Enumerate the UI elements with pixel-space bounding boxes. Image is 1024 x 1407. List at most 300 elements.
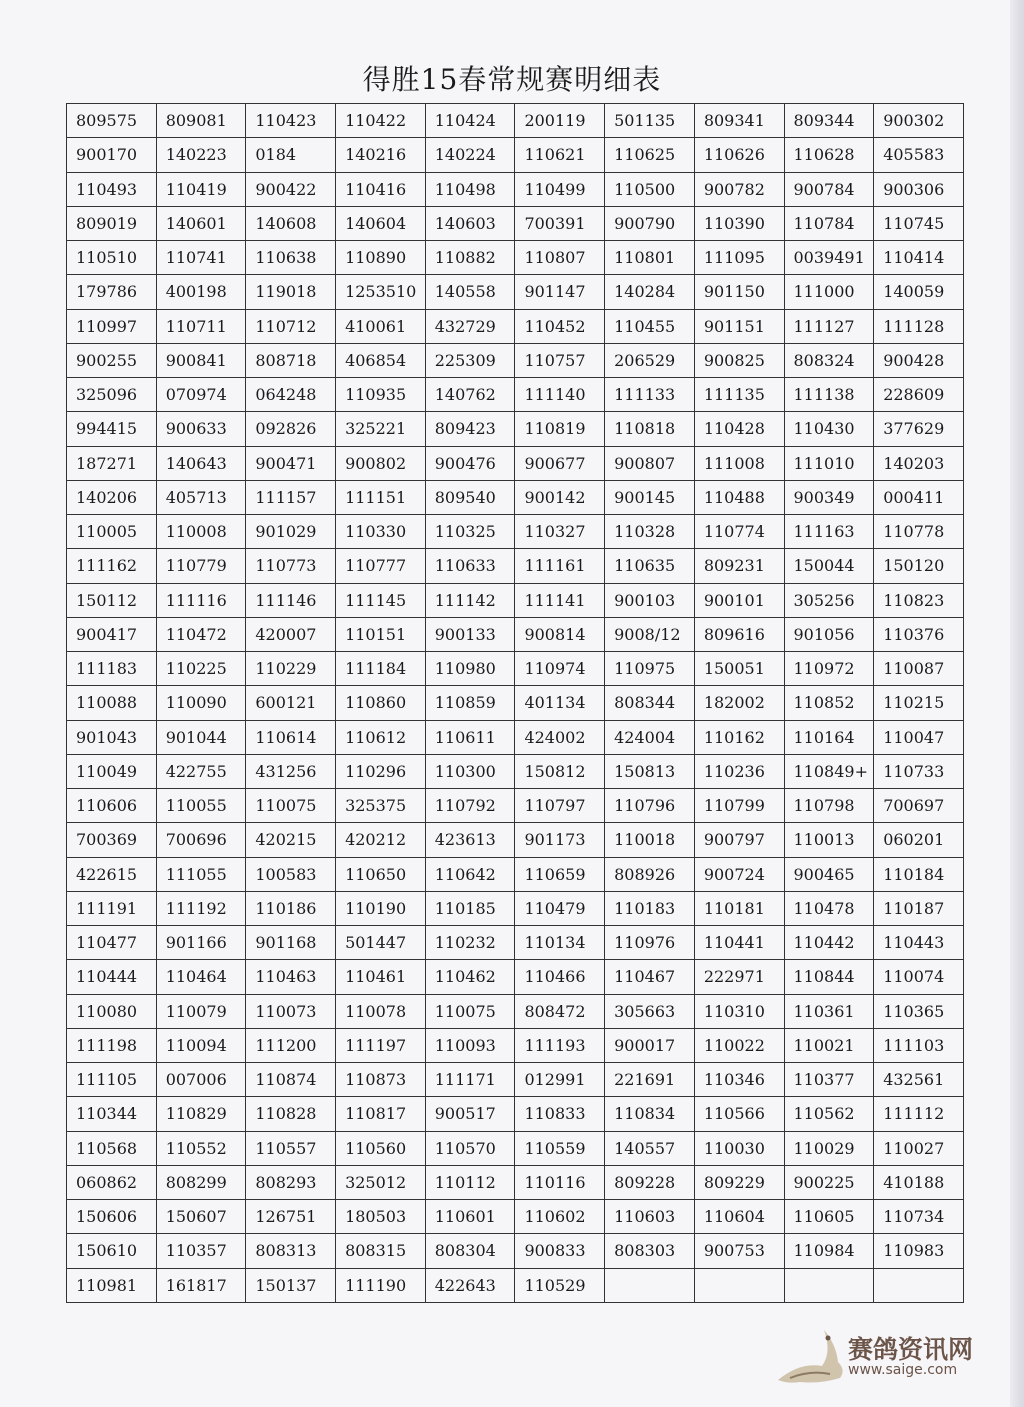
table-row (67, 138, 964, 172)
table-cell: 110611 (425, 720, 515, 754)
table-cell: 110642 (425, 857, 515, 891)
table-cell: 900807 (605, 446, 695, 480)
table-cell: 900306 (874, 172, 964, 206)
table-cell: 110833 (515, 1097, 605, 1131)
table-cell: 110055 (156, 789, 246, 823)
table-cell: 110741 (156, 241, 246, 275)
table-cell: 809341 (694, 104, 784, 138)
table-cell: 900825 (694, 343, 784, 377)
table-cell: 410061 (336, 309, 426, 343)
table-cell: 110390 (694, 206, 784, 240)
table-cell: 110650 (336, 857, 426, 891)
page-title: 得胜15春常规赛明细表 (362, 63, 662, 96)
table-row (67, 823, 964, 857)
table-cell: 110844 (784, 960, 874, 994)
table-cell: 110462 (425, 960, 515, 994)
table-row (67, 480, 964, 514)
table-cell: 305256 (784, 583, 874, 617)
table-cell: 110151 (336, 617, 426, 651)
table-cell: 405583 (874, 138, 964, 172)
table-cell: 111141 (515, 583, 605, 617)
table-cell: 809540 (425, 480, 515, 514)
table-cell: 111138 (784, 378, 874, 412)
table-cell: 900782 (694, 172, 784, 206)
table-cell: 110935 (336, 378, 426, 412)
table-cell: 110606 (67, 789, 157, 823)
table-cell: 110162 (694, 720, 784, 754)
table-row (67, 926, 964, 960)
table-cell: 110112 (425, 1165, 515, 1199)
table-cell: 111191 (67, 891, 157, 925)
table-cell: 110479 (515, 891, 605, 925)
table-cell: 110365 (874, 994, 964, 1028)
table-cell: 110621 (515, 138, 605, 172)
table-cell: 111095 (694, 241, 784, 275)
table-cell: 000411 (874, 480, 964, 514)
table-cell: 110181 (694, 891, 784, 925)
table-cell: 111112 (874, 1097, 964, 1131)
table-cell: 900784 (784, 172, 874, 206)
table-row (67, 720, 964, 754)
table-cell: 110983 (874, 1234, 964, 1268)
table-cell: 110029 (784, 1131, 874, 1165)
table-cell: 111008 (694, 446, 784, 480)
table-cell: 809616 (694, 617, 784, 651)
table-cell: 150606 (67, 1200, 157, 1234)
table-cell: 423613 (425, 823, 515, 857)
table-cell: 111103 (874, 1028, 964, 1062)
table-cell: 809344 (784, 104, 874, 138)
table-cell: 140203 (874, 446, 964, 480)
table-cell: 110829 (156, 1097, 246, 1131)
table-cell: 110568 (67, 1131, 157, 1165)
table-cell: 110478 (784, 891, 874, 925)
table-row (67, 754, 964, 788)
table-cell: 110327 (515, 515, 605, 549)
table-cell: 110452 (515, 309, 605, 343)
table-cell: 700391 (515, 206, 605, 240)
table-cell: 900802 (336, 446, 426, 480)
table-row (67, 275, 964, 309)
table-cell: 420215 (246, 823, 336, 857)
table-cell: 808293 (246, 1165, 336, 1199)
table-cell: 111116 (156, 583, 246, 617)
table-cell: 110075 (246, 789, 336, 823)
table-cell: 110030 (694, 1131, 784, 1165)
table-cell: 110013 (784, 823, 874, 857)
table-cell: 808344 (605, 686, 695, 720)
table-cell: 110778 (874, 515, 964, 549)
table-cell: 0184 (246, 138, 336, 172)
table-cell: 420007 (246, 617, 336, 651)
table-cell: 431256 (246, 754, 336, 788)
table-cell: 150812 (515, 754, 605, 788)
table-cell: 110134 (515, 926, 605, 960)
table-cell: 901151 (694, 309, 784, 343)
table-cell: 111184 (336, 652, 426, 686)
table-cell: 110733 (874, 754, 964, 788)
table-cell: 110080 (67, 994, 157, 1028)
table-cell: 110357 (156, 1234, 246, 1268)
table-cell: 110874 (246, 1063, 336, 1097)
table-cell: 900790 (605, 206, 695, 240)
table-cell: 809229 (694, 1165, 784, 1199)
table-cell: 501135 (605, 104, 695, 138)
table-cell: 110225 (156, 652, 246, 686)
table-cell (784, 1268, 874, 1303)
table-row (67, 652, 964, 686)
table-cell: 110422 (336, 104, 426, 138)
table-cell: 110419 (156, 172, 246, 206)
table-cell: 110027 (874, 1131, 964, 1165)
table-cell: 110344 (67, 1097, 157, 1131)
table-cell: 900814 (515, 617, 605, 651)
table-cell: 422755 (156, 754, 246, 788)
table-cell: 110734 (874, 1200, 964, 1234)
table-cell: 808304 (425, 1234, 515, 1268)
table-cell: 225309 (425, 343, 515, 377)
table-cell: 901029 (246, 515, 336, 549)
table-cell: 432729 (425, 309, 515, 343)
table-cell: 901044 (156, 720, 246, 754)
table-cell: 110560 (336, 1131, 426, 1165)
table-cell: 900753 (694, 1234, 784, 1268)
table-cell: 110186 (246, 891, 336, 925)
table-row (67, 412, 964, 446)
table-cell: 110980 (425, 652, 515, 686)
table-cell: 110635 (605, 549, 695, 583)
table-cell: 901043 (67, 720, 157, 754)
table-cell: 110078 (336, 994, 426, 1028)
table-cell: 809575 (67, 104, 157, 138)
table-cell: 150610 (67, 1234, 157, 1268)
table-cell: 140601 (156, 206, 246, 240)
table-cell: 422615 (67, 857, 157, 891)
table-cell: 110477 (67, 926, 157, 960)
table-cell: 111105 (67, 1063, 157, 1097)
table-cell: 110625 (605, 138, 695, 172)
table-cell: 110807 (515, 241, 605, 275)
table-row (67, 343, 964, 377)
table-cell: 110602 (515, 1200, 605, 1234)
table-cell: 110466 (515, 960, 605, 994)
table-cell: 111157 (246, 480, 336, 514)
table-cell: 0039491 (784, 241, 874, 275)
table-cell: 809081 (156, 104, 246, 138)
table-row (67, 583, 964, 617)
table-cell: 110325 (425, 515, 515, 549)
ring-number-table (66, 103, 964, 1303)
table-cell: 110074 (874, 960, 964, 994)
table-cell: 140216 (336, 138, 426, 172)
table-cell: 110784 (784, 206, 874, 240)
table-cell: 150813 (605, 754, 695, 788)
table-cell: 070974 (156, 378, 246, 412)
table-cell: 150607 (156, 1200, 246, 1234)
table-cell: 110455 (605, 309, 695, 343)
table-cell: 110005 (67, 515, 157, 549)
table-cell: 900170 (67, 138, 157, 172)
table-cell: 182002 (694, 686, 784, 720)
table-cell: 110562 (784, 1097, 874, 1131)
table-cell: 809019 (67, 206, 157, 240)
table-cell: 110510 (67, 241, 157, 275)
table-cell: 808303 (605, 1234, 695, 1268)
table-cell: 901168 (246, 926, 336, 960)
table-cell: 110296 (336, 754, 426, 788)
table-cell: 110428 (694, 412, 784, 446)
table-cell: 110860 (336, 686, 426, 720)
table-cell: 110604 (694, 1200, 784, 1234)
table-cell: 432561 (874, 1063, 964, 1097)
table-cell: 110093 (425, 1028, 515, 1062)
table-cell: 110377 (784, 1063, 874, 1097)
table-cell: 110712 (246, 309, 336, 343)
table-cell: 110499 (515, 172, 605, 206)
site-watermark (770, 1322, 980, 1392)
table-cell: 900471 (246, 446, 336, 480)
table-row (67, 1028, 964, 1062)
table-cell: 110472 (156, 617, 246, 651)
table-cell: 110797 (515, 789, 605, 823)
table-cell: 110557 (246, 1131, 336, 1165)
table-cell: 150044 (784, 549, 874, 583)
table-cell (694, 1268, 784, 1303)
table-cell: 110603 (605, 1200, 695, 1234)
table-cell: 424002 (515, 720, 605, 754)
table-cell: 110090 (156, 686, 246, 720)
table-cell: 900422 (246, 172, 336, 206)
table-cell: 901166 (156, 926, 246, 960)
table-cell: 140059 (874, 275, 964, 309)
table-cell: 161817 (156, 1268, 246, 1303)
table-row (67, 686, 964, 720)
watermark-site-name: 赛鸽资讯网 (848, 1335, 974, 1364)
table-cell: 140604 (336, 206, 426, 240)
table-cell: 200119 (515, 104, 605, 138)
table-cell: 901147 (515, 275, 605, 309)
table-cell: 110444 (67, 960, 157, 994)
table-cell: 900142 (515, 480, 605, 514)
table-cell: 110467 (605, 960, 695, 994)
table-cell: 110529 (515, 1268, 605, 1303)
table-cell: 809423 (425, 412, 515, 446)
table-cell (605, 1268, 695, 1303)
table-cell: 111133 (605, 378, 695, 412)
table-cell: 900302 (874, 104, 964, 138)
table-cell: 110984 (784, 1234, 874, 1268)
table-cell: 111171 (425, 1063, 515, 1097)
table-cell: 111135 (694, 378, 784, 412)
table-cell: 808718 (246, 343, 336, 377)
table-cell: 994415 (67, 412, 157, 446)
table-cell: 900103 (605, 583, 695, 617)
table-cell: 110441 (694, 926, 784, 960)
table-cell: 110773 (246, 549, 336, 583)
table-cell: 900724 (694, 857, 784, 891)
table-cell: 808472 (515, 994, 605, 1028)
table-row (67, 378, 964, 412)
table-cell: 424004 (605, 720, 695, 754)
table-cell: 110981 (67, 1268, 157, 1303)
table-cell: 110757 (515, 343, 605, 377)
table-cell: 110711 (156, 309, 246, 343)
table-cell: 401134 (515, 686, 605, 720)
table-row (67, 789, 964, 823)
table-cell: 140284 (605, 275, 695, 309)
table-cell: 110022 (694, 1028, 784, 1062)
watermark-site-url: www.saige.com (848, 1362, 958, 1378)
table-cell: 110463 (246, 960, 336, 994)
table-cell: 111200 (246, 1028, 336, 1062)
table-cell: 110801 (605, 241, 695, 275)
table-row (67, 891, 964, 925)
table-cell: 809228 (605, 1165, 695, 1199)
table-cell: 900349 (784, 480, 874, 514)
table-cell: 110232 (425, 926, 515, 960)
table-cell: 110443 (874, 926, 964, 960)
table-cell: 110075 (425, 994, 515, 1028)
table-cell: 110799 (694, 789, 784, 823)
table-cell: 325096 (67, 378, 157, 412)
table-cell: 900465 (784, 857, 874, 891)
table-cell: 140206 (67, 480, 157, 514)
table-cell: 111127 (784, 309, 874, 343)
table-cell: 110745 (874, 206, 964, 240)
table-cell: 110976 (605, 926, 695, 960)
table-cell: 110183 (605, 891, 695, 925)
table-cell: 140224 (425, 138, 515, 172)
table-cell: 222971 (694, 960, 784, 994)
table-cell: 110559 (515, 1131, 605, 1165)
table-cell: 900101 (694, 583, 784, 617)
table-cell: 092826 (246, 412, 336, 446)
table-cell: 206529 (605, 343, 695, 377)
table-cell: 110190 (336, 891, 426, 925)
table-row (67, 960, 964, 994)
table-cell: 150120 (874, 549, 964, 583)
table-cell: 808299 (156, 1165, 246, 1199)
table-cell: 110852 (784, 686, 874, 720)
table-cell: 325375 (336, 789, 426, 823)
table-row (67, 617, 964, 651)
table-cell: 111142 (425, 583, 515, 617)
table-cell: 110310 (694, 994, 784, 1028)
table-cell: 228609 (874, 378, 964, 412)
table-row (67, 549, 964, 583)
table-cell: 110493 (67, 172, 157, 206)
table-cell: 140558 (425, 275, 515, 309)
table-cell: 110552 (156, 1131, 246, 1165)
table-cell: 110184 (874, 857, 964, 891)
table-cell: 110859 (425, 686, 515, 720)
table-cell: 007006 (156, 1063, 246, 1097)
table-cell: 901150 (694, 275, 784, 309)
table-cell: 140643 (156, 446, 246, 480)
table-cell: 140608 (246, 206, 336, 240)
table-cell: 900133 (425, 617, 515, 651)
table-row (67, 515, 964, 549)
table-cell: 400198 (156, 275, 246, 309)
table-cell: 110424 (425, 104, 515, 138)
table-cell: 900255 (67, 343, 157, 377)
table-cell: 100583 (246, 857, 336, 891)
table-cell: 808324 (784, 343, 874, 377)
table-cell: 700697 (874, 789, 964, 823)
table-cell: 111128 (874, 309, 964, 343)
table-cell: 110638 (246, 241, 336, 275)
table-cell: 900797 (694, 823, 784, 857)
table-cell: 110414 (874, 241, 964, 275)
table-cell: 110777 (336, 549, 426, 583)
table-row (67, 1268, 964, 1303)
table-cell: 410188 (874, 1165, 964, 1199)
table-cell: 111010 (784, 446, 874, 480)
table-cell: 064248 (246, 378, 336, 412)
table-cell: 110087 (874, 652, 964, 686)
table-cell: 221691 (605, 1063, 695, 1097)
table-cell: 111192 (156, 891, 246, 925)
table-cell: 900677 (515, 446, 605, 480)
table-cell: 110116 (515, 1165, 605, 1199)
table-cell: 110376 (874, 617, 964, 651)
table-cell: 110890 (336, 241, 426, 275)
page-edge (1010, 0, 1024, 1407)
table-cell: 110442 (784, 926, 874, 960)
table-cell: 110049 (67, 754, 157, 788)
table-cell: 808926 (605, 857, 695, 891)
table-cell: 110330 (336, 515, 426, 549)
table-cell: 405713 (156, 480, 246, 514)
table-cell: 808315 (336, 1234, 426, 1268)
table-cell (874, 1268, 964, 1303)
table-cell: 700369 (67, 823, 157, 857)
table-cell: 110566 (694, 1097, 784, 1131)
table-cell: 111140 (515, 378, 605, 412)
table-cell: 110614 (246, 720, 336, 754)
table-cell: 110094 (156, 1028, 246, 1062)
table-cell: 110008 (156, 515, 246, 549)
table-cell: 150051 (694, 652, 784, 686)
table-cell: 110819 (515, 412, 605, 446)
table-cell: 111055 (156, 857, 246, 891)
table-cell: 406854 (336, 343, 426, 377)
table-cell: 809231 (694, 549, 784, 583)
table-cell: 110834 (605, 1097, 695, 1131)
table-cell: 140603 (425, 206, 515, 240)
table-cell: 110229 (246, 652, 336, 686)
table-cell: 140762 (425, 378, 515, 412)
table-cell: 111183 (67, 652, 157, 686)
table-cell: 111145 (336, 583, 426, 617)
table-cell: 110498 (425, 172, 515, 206)
table-cell: 110423 (246, 104, 336, 138)
table-cell: 110328 (605, 515, 695, 549)
table-row (67, 1063, 964, 1097)
table-row (67, 1200, 964, 1234)
table-cell: 119018 (246, 275, 336, 309)
table-cell: 187271 (67, 446, 157, 480)
table-cell: 9008/12 (605, 617, 695, 651)
table-cell: 110601 (425, 1200, 515, 1234)
table-row (67, 172, 964, 206)
table-cell: 110626 (694, 138, 784, 172)
table-cell: 110882 (425, 241, 515, 275)
table-cell: 110488 (694, 480, 784, 514)
table-cell: 111146 (246, 583, 336, 617)
table-cell: 110659 (515, 857, 605, 891)
table-cell: 111198 (67, 1028, 157, 1062)
